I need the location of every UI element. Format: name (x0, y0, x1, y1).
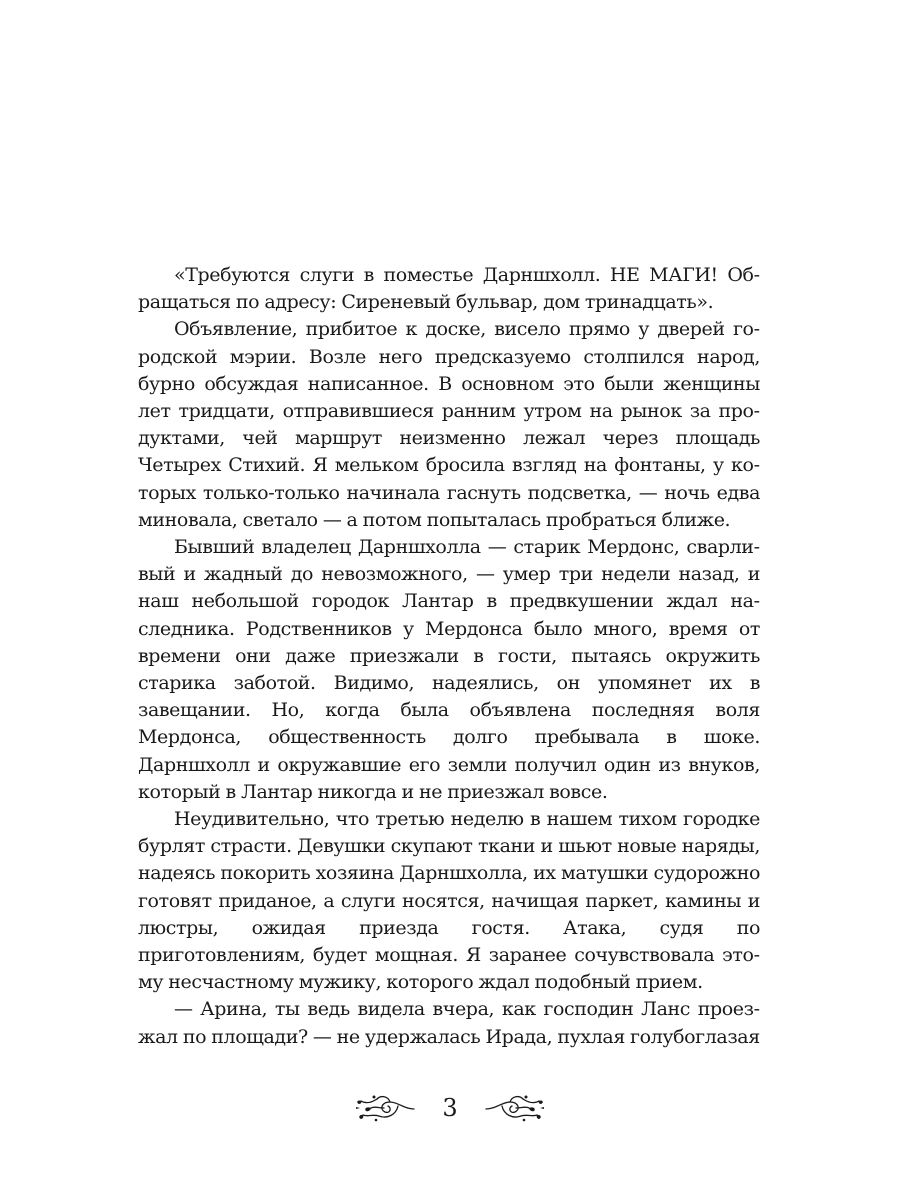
page-body (138, 262, 760, 1051)
paragraph-former-owner: Бывший владелец Дарншхолла — старик Мердонс, сварливый и жадный до невозможного, — умер три недели назад, и наш небольшой городок Лантар в предвкушении ждал наследника. Родственников у Мердонса было много, время от времени они даже приезжали в гости, пытаясь окружить старика заботой. Видимо, надеялись, он упомянет их в завещании. Но, когда была объявлена последняя воля Мердонса, общественность долго пребывала в шоке. Дарншхолл и окружавшие его земли получил один из внуков, который в Лантар никогда и не приезжал вовсе. (138, 536, 760, 803)
paragraph-town-passions: Неудивительно, что третью неделю в нашем тихом городке бурлят страсти. Девушки скупают ткани и шьют новые наряды, надеясь покорить хозяина Дарншхолла, их матушки судорожно готовят приданое, а слуги носятся, начищая паркет, камины и люстры, ожидая приезда гостя. Атака, судя по приготовлениям, будет мощная. Я заранее сочувствовала этому несчастному мужику, которого ждал подобный прием. (138, 808, 760, 994)
page-footer (0, 1088, 900, 1128)
paragraph-announcement: Объявление, прибитое к доске, висело прямо у дверей городской мэрии. Возле него предсказуемо столпился народ, бурно обсуждая написанное. В основном это были женщины лет тридцати, отправившиеся ранним утром на рынок за продуктами, чей маршрут неизменно лежал через площадь Четырех Стихий. Я мельком бросила взгляд на фонтаны, у которых только-только начинала гаснуть подсветка, — ночь едва миновала, светало — а потом попыталась пробраться ближе. (138, 318, 760, 531)
floral-flourish-right-icon (484, 1093, 546, 1123)
floral-flourish-left-icon (354, 1093, 416, 1123)
paragraph-advertisement: «Требуются слуги в поместье Дарншхолл. НЕ МАГИ! Обращаться по адресу: Сиреневый бульвар, дом тринадцать». (138, 264, 760, 314)
page-number: 3 (442, 1094, 458, 1122)
paragraph-dialogue: — Арина, ты ведь видела вчера, как господин Ланс проезжал по площади? — не удержалась Ирада, пухлая голубоглазая (138, 998, 760, 1048)
